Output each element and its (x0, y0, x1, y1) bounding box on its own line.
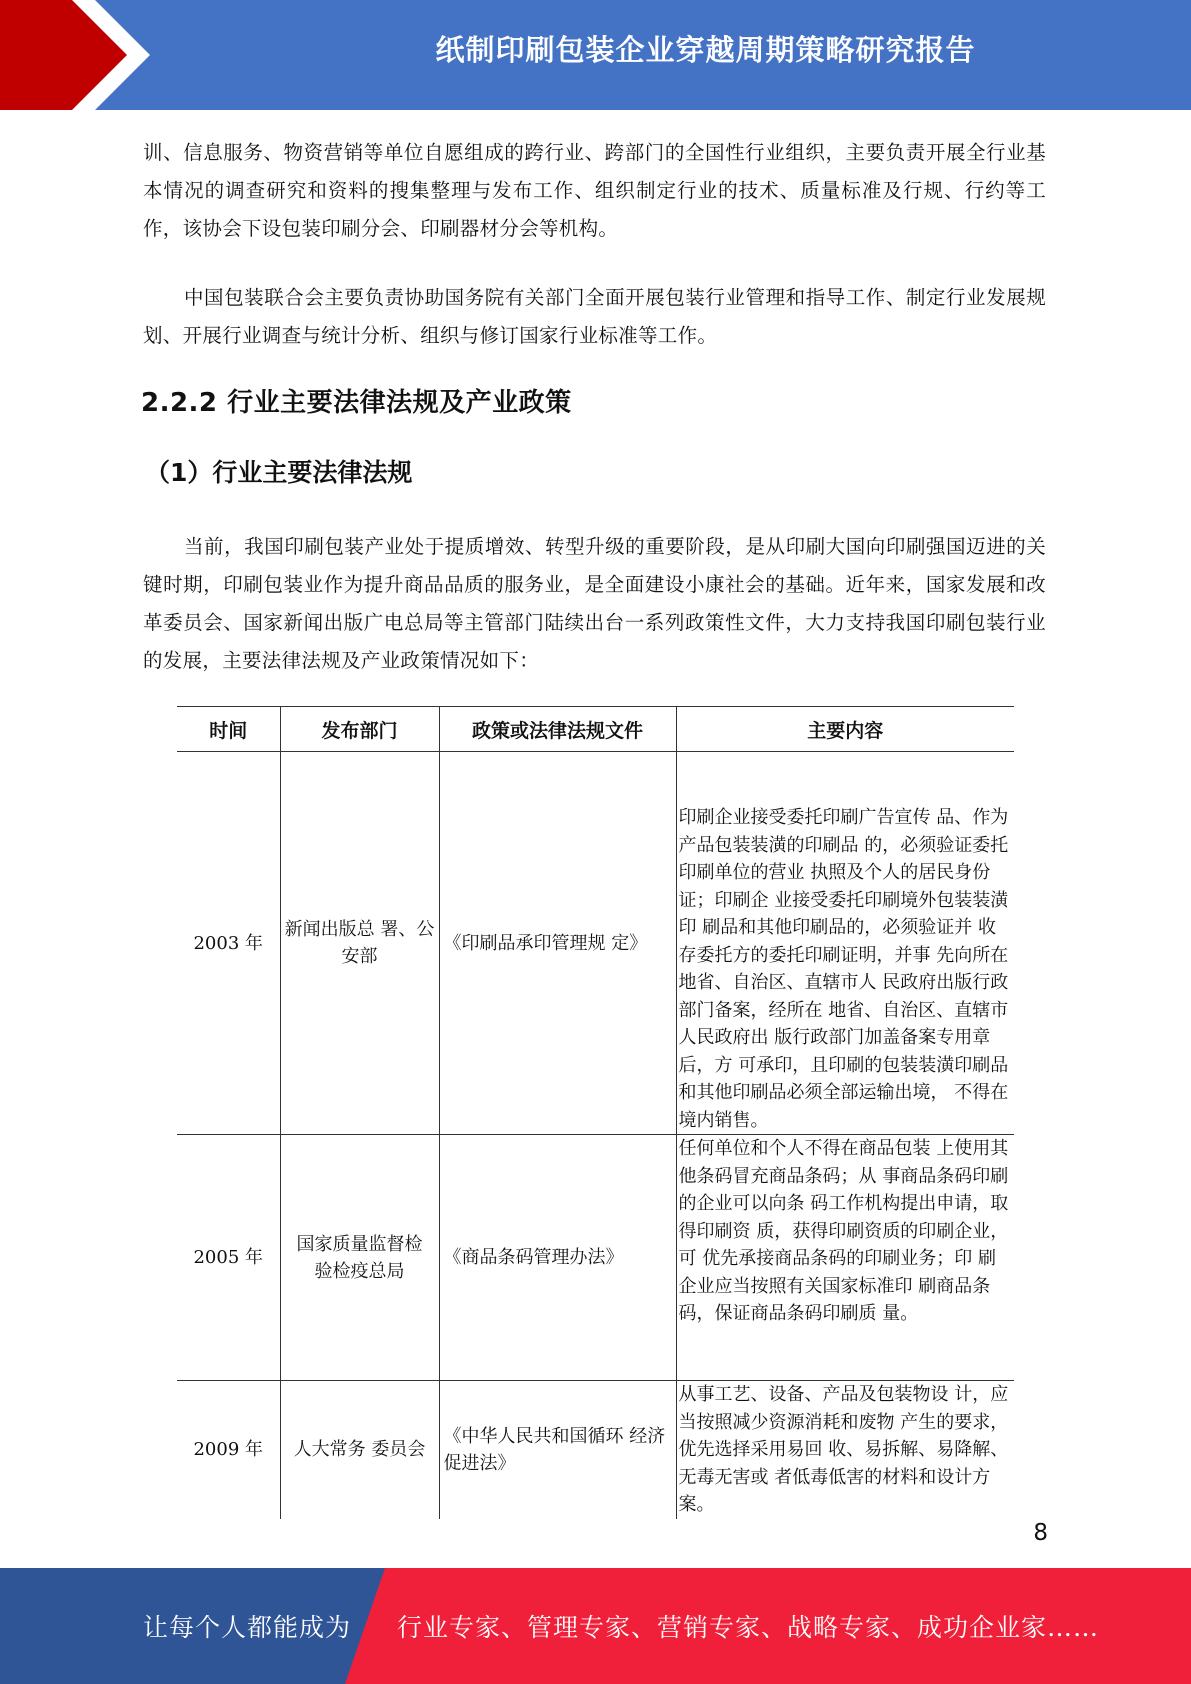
cell-time: 2005 年 (177, 1135, 280, 1381)
subsection-heading-laws: （1）行业主要法律法规 (145, 458, 413, 487)
page-footer (0, 1568, 1191, 1684)
column-header-document: 政策或法律法规文件 (439, 707, 676, 752)
cell-time: 2009 年 (177, 1381, 280, 1519)
paragraph-policy-overview: 当前，我国印刷包装产业处于提质增效、转型升级的重要阶段，是从印刷大国向印刷强国迈进的关键时期，印刷包装业作为提升商品品质的服务业，是全面建设小康社会的基础。近年来，国家发展和改革委员会、国家新闻出版广电总局等主管部门陆续出台一系列政策性文件，大力支持我国印刷包装行业的发展，主要法律法规及产业政策情况如下： (143, 535, 1046, 672)
page-number: 8 (1033, 1520, 1048, 1546)
column-header-time: 时间 (177, 707, 280, 752)
table-row (177, 752, 1014, 1135)
footer-slogan-left: 让每个人都能成为 (143, 1613, 352, 1642)
table-row (177, 1135, 1014, 1381)
cell-content: 从事工艺、设备、产品及包装物设 计，应当按照减少资源消耗和废物 产生的要求，优先选择采用易回 收、易拆解、易降解、无毒无害或 者低毒低害的材料和设计方案。 (676, 1381, 1014, 1519)
header-chevron-icon (0, 0, 160, 110)
cell-document: 《商品条码管理办法》 (439, 1135, 676, 1381)
cell-document: 《中华人民共和国循环 经济促进法》 (439, 1381, 676, 1519)
column-header-content: 主要内容 (676, 707, 1014, 752)
cell-content: 印刷企业接受委托印刷广告宣传 品、作为产品包装装潢的印刷品 的，必须验证委托印刷单位的营业 执照及个人的居民身份证；印刷企 业接受委托印刷境外包装装潢印 刷品和其他印刷品的，必须验证并 收存委托方的委托印刷证明，并事 先向所在地省、自治区、直辖市人 民政府出版行政部门备案，经所在 地省、自治区、直辖市人民政府出 版行政部门加盖备案专用章后，方 可承印，且印刷的包装装潢印刷品和其他印刷品必须全部运输出境， 不得在境内销售。 (676, 752, 1014, 1135)
paragraph-association-intro: 训、信息服务、物资营销等单位自愿组成的跨行业、跨部门的全国性行业组织，主要负责开展全行业基本情况的调查研究和资料的搜集整理与发布工作、组织制定行业的技术、质量标准及行规、行约等工作，该协会下设包装印刷分会、印刷器材分会等机构。 (143, 141, 1046, 240)
cell-department: 新闻出版总 署、公安部 (280, 752, 439, 1135)
cell-department: 人大常务 委员会 (280, 1381, 439, 1519)
table-row (177, 1381, 1014, 1519)
cell-department: 国家质量监督检验检疫总局 (280, 1135, 439, 1381)
column-header-department: 发布部门 (280, 707, 439, 752)
paragraph-packaging-federation: 中国包装联合会主要负责协助国务院有关部门全面开展包装行业管理和指导工作、制定行业发展规划、开展行业调查与统计分析、组织与修订国家行业标准等工作。 (143, 286, 1046, 347)
page-header (0, 0, 1191, 110)
cell-content: 任何单位和个人不得在商品包装 上使用其他条码冒充商品条码；从 事商品条码印刷的企业可以向条 码工作机构提出申请，取得印刷资 质，获得印刷资质的印刷企业，可 优先承接商品条码的印刷业务；印 刷企业应当按照有关国家标准印 刷商品条码，保证商品条码印刷质 量。 (676, 1135, 1014, 1381)
table-header-row (177, 707, 1014, 752)
report-title: 纸制印刷包装企业穿越周期策略研究报告 (435, 33, 976, 67)
cell-document: 《印刷品承印管理规 定》 (439, 752, 676, 1135)
cell-time: 2003 年 (177, 752, 280, 1135)
policy-table (177, 706, 1014, 1519)
section-heading-2-2-2: 2.2.2 行业主要法律法规及产业政策 (141, 388, 572, 418)
footer-slogan-right: 行业专家、管理专家、营销专家、战略专家、成功企业家…… (397, 1613, 1100, 1642)
